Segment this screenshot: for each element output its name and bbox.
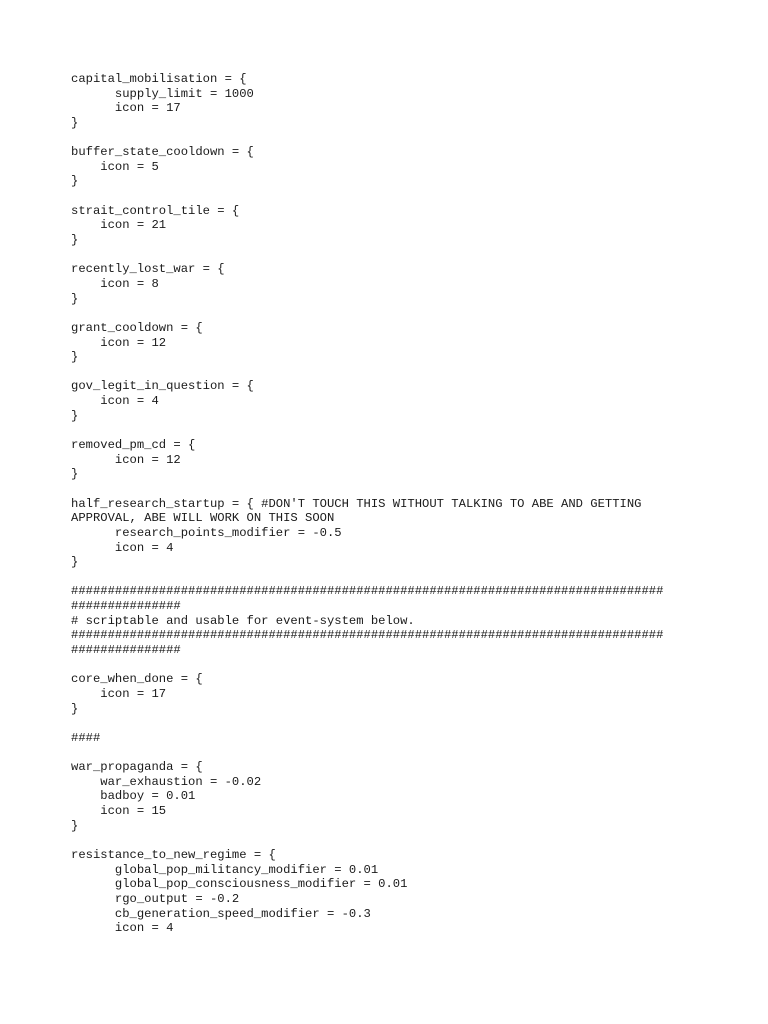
code-line: } bbox=[71, 701, 79, 716]
code-line: icon = 5 bbox=[71, 159, 159, 174]
code-line: } bbox=[71, 555, 79, 570]
code-line: icon = 4 bbox=[71, 921, 174, 936]
code-line: } bbox=[71, 291, 79, 306]
code-line: removed_pm_cd = { bbox=[71, 438, 196, 453]
code-line bbox=[71, 482, 711, 497]
code-line: } bbox=[71, 174, 79, 189]
code-line: } bbox=[71, 467, 79, 482]
code-line: strait_control_tile = { bbox=[71, 203, 240, 218]
code-line: war_propaganda = { bbox=[71, 760, 203, 775]
code-line: icon = 17 bbox=[71, 101, 181, 116]
code-line: icon = 12 bbox=[71, 452, 181, 467]
code-line: #### bbox=[71, 730, 101, 745]
code-line: } bbox=[71, 350, 79, 365]
document-page bbox=[71, 72, 711, 936]
code-line: global_pop_consciousness_modifier = 0.01 bbox=[71, 877, 408, 892]
code-line: icon = 4 bbox=[71, 540, 174, 555]
code-line: ################################################################################# bbox=[71, 584, 664, 599]
code-line bbox=[71, 189, 711, 204]
code-line: } bbox=[71, 408, 79, 423]
code-line bbox=[71, 423, 711, 438]
code-line: ################################################################################# bbox=[71, 628, 664, 643]
code-line: global_pop_militancy_modifier = 0.01 bbox=[71, 862, 379, 877]
code-line: cb_generation_speed_modifier = -0.3 bbox=[71, 906, 371, 921]
code-line: } bbox=[71, 233, 79, 248]
code-line: icon = 12 bbox=[71, 335, 167, 350]
code-line bbox=[71, 306, 711, 321]
code-line: icon = 15 bbox=[71, 804, 167, 819]
code-line: grant_cooldown = { bbox=[71, 320, 203, 335]
code-line bbox=[71, 658, 711, 673]
code-line: core_when_done = { bbox=[71, 672, 203, 687]
code-line: buffer_state_cooldown = { bbox=[71, 145, 254, 160]
code-line: ############### bbox=[71, 599, 181, 614]
code-line: icon = 4 bbox=[71, 394, 159, 409]
code-line bbox=[71, 248, 711, 263]
code-line: resistance_to_new_regime = { bbox=[71, 847, 276, 862]
code-line bbox=[71, 131, 711, 146]
code-line: supply_limit = 1000 bbox=[71, 86, 254, 101]
code-line: icon = 21 bbox=[71, 218, 167, 233]
code-line bbox=[71, 833, 711, 848]
code-line: ############### bbox=[71, 642, 181, 657]
code-line: badboy = 0.01 bbox=[71, 789, 196, 804]
code-line: APPROVAL, ABE WILL WORK ON THIS SOON bbox=[71, 511, 335, 526]
code-line: } bbox=[71, 818, 79, 833]
code-line: icon = 17 bbox=[71, 686, 167, 701]
code-line: icon = 8 bbox=[71, 276, 159, 291]
code-line bbox=[71, 745, 711, 760]
code-line: gov_legit_in_question = { bbox=[71, 379, 254, 394]
code-line: # scriptable and usable for event-system below. bbox=[71, 613, 415, 628]
code-line: research_points_modifier = -0.5 bbox=[71, 525, 342, 540]
code-line: } bbox=[71, 115, 79, 130]
code-line: half_research_startup = { #DON'T TOUCH THIS WITHOUT TALKING TO ABE AND GETTING bbox=[71, 496, 642, 511]
code-line bbox=[71, 716, 711, 731]
code-line: war_exhaustion = -0.02 bbox=[71, 774, 262, 789]
code-line bbox=[71, 365, 711, 380]
code-line: rgo_output = -0.2 bbox=[71, 891, 240, 906]
code-line bbox=[71, 570, 711, 585]
code-line: recently_lost_war = { bbox=[71, 262, 225, 277]
code-line: capital_mobilisation = { bbox=[71, 72, 247, 86]
